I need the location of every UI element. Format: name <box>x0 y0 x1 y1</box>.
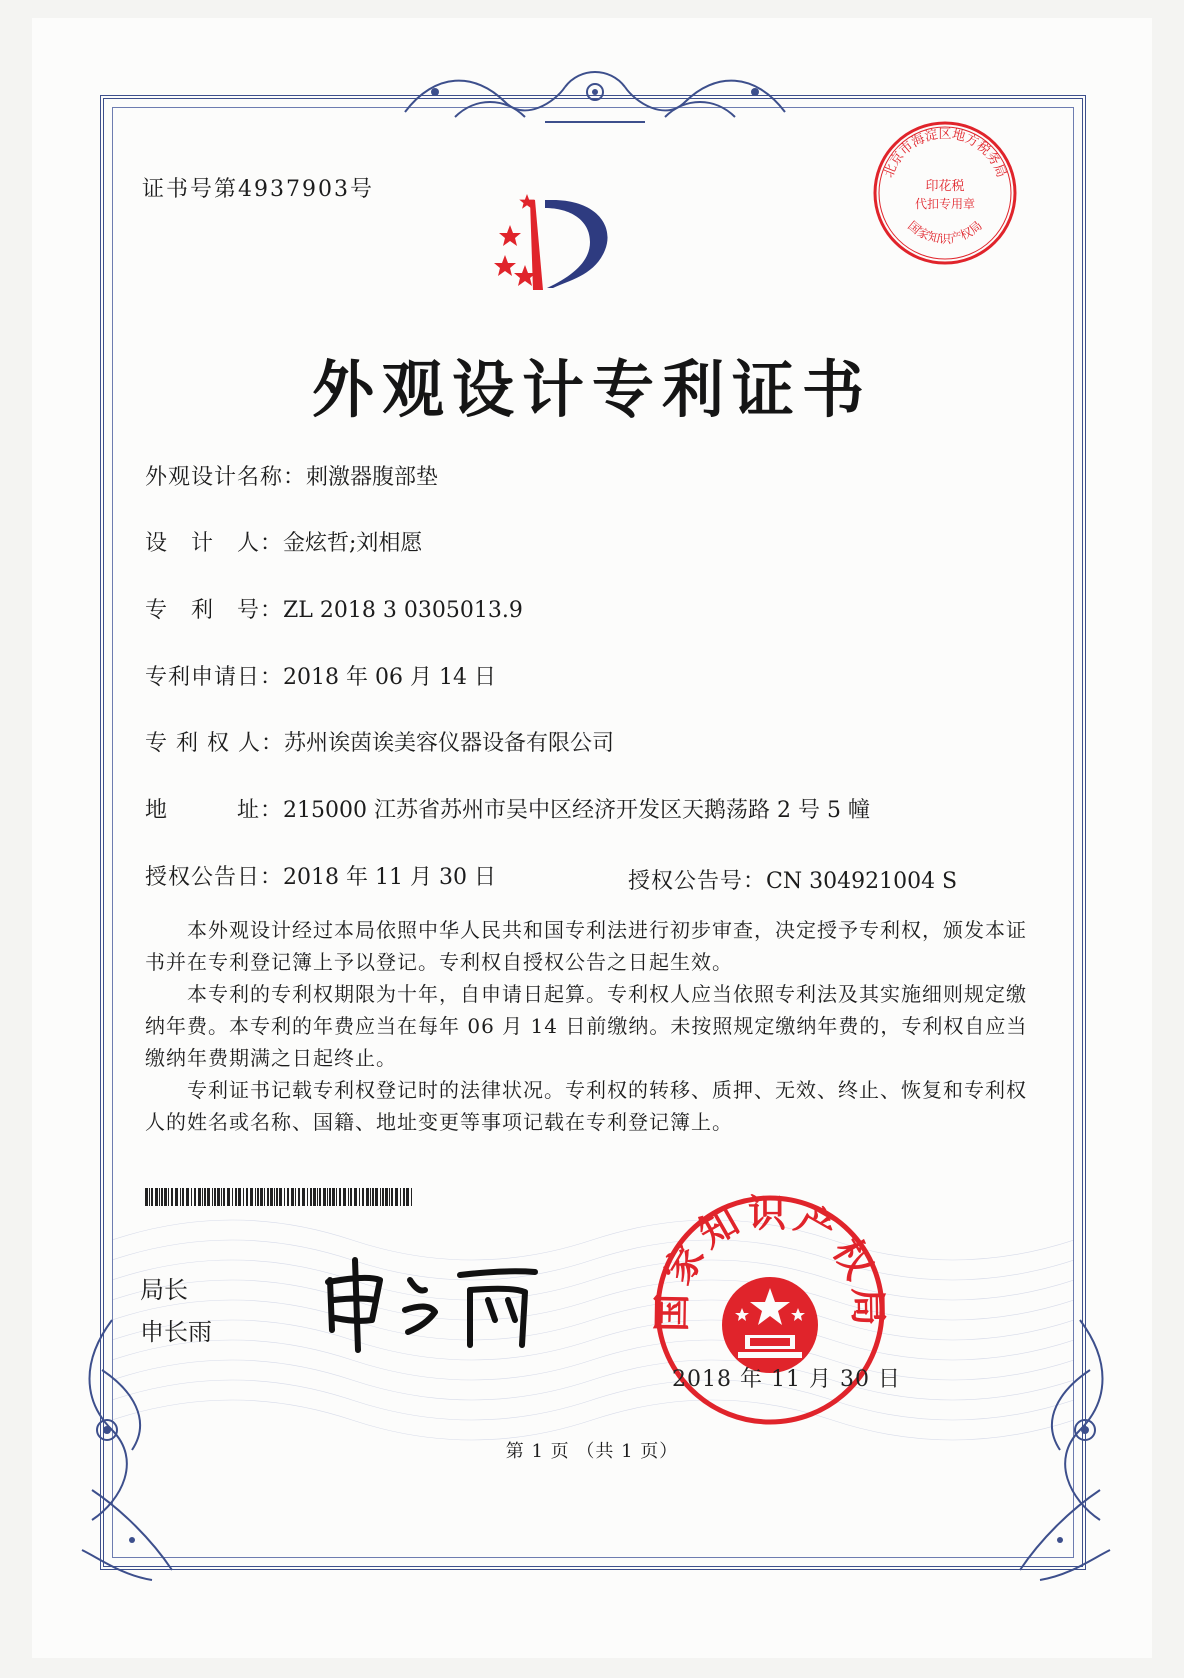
address-row <box>145 793 870 824</box>
patentee-row <box>145 726 614 757</box>
inner-border <box>112 107 1074 1558</box>
seal-date: 2018 年 11 月 30 日 <box>672 1367 901 1392</box>
director-signature <box>310 1250 560 1360</box>
designers-row <box>145 526 422 557</box>
director-title: 局长 <box>140 1276 188 1304</box>
grant-number-label: 授权公告号： <box>628 869 767 894</box>
national-emblem-icon <box>722 1277 818 1373</box>
patentee-value: 苏州诶茵诶美容仪器设备有限公司 <box>283 731 614 756</box>
cnipa-logo-icon <box>485 180 645 300</box>
grant-date-row <box>145 860 496 891</box>
filing-date-value: 2018 年 06 月 14 日 <box>283 665 496 690</box>
paragraph-1: 本外观设计经过本局依照中华人民共和国专利法进行初步审查，决定授予专利权，颁发本证书并在专利登记簿上予以登记。专利权自授权公告之日起生效。 <box>145 918 1027 974</box>
address-value: 215000 江苏省苏州市吴中区经济开发区天鹅荡路 2 号 5 幢 <box>283 798 870 823</box>
patent-number-label: 专 利 号： <box>145 598 284 623</box>
svg-text:国家知识产权局 <box>905 218 985 245</box>
patent-number-row <box>145 593 523 624</box>
design-name-label: 外观设计名称： <box>145 465 307 490</box>
grant-number-row <box>628 864 957 895</box>
designers-value: 金炫哲;刘相愿 <box>283 531 423 556</box>
page-footer: 第 1 页 （共 1 页） <box>505 1441 679 1462</box>
tax-stamp-seal <box>870 118 1020 268</box>
svg-text:北京市海淀区地方税务局 <box>881 126 1008 180</box>
patent-number-value: ZL 2018 3 0305013.9 <box>283 598 523 623</box>
tax-seal-ring-text: 北京市海淀区地方税务局 <box>881 126 1009 180</box>
paragraph-3: 专利证书记载专利权登记时的法律状况。专利权的转移、质押、无效、终止、恢复和专利权人的姓名或名称、国籍、地址变更等事项记载在专利登记簿上。 <box>145 1078 1027 1134</box>
official-seal <box>650 1190 890 1430</box>
director-name: 申长雨 <box>140 1318 212 1346</box>
grant-date-label: 授权公告日： <box>145 865 284 890</box>
tax-seal-center-2: 代扣专用章 <box>914 197 976 211</box>
document-title: 外观设计专利证书 <box>311 353 872 426</box>
design-name-value: 刺激器腹部垫 <box>306 465 439 490</box>
tax-seal-center-1: 印花税 <box>925 179 965 194</box>
certificate-number: 证书号第4937903号 <box>142 177 374 202</box>
patentee-label: 专 利 权 人： <box>145 731 284 756</box>
designers-label: 设 计 人： <box>145 531 284 556</box>
grant-number-value: CN 304921004 S <box>766 869 958 894</box>
filing-date-row <box>145 660 496 691</box>
filing-date-label: 专利申请日： <box>145 665 284 690</box>
address-label: 地 址： <box>145 798 284 823</box>
top-ornament <box>395 62 795 132</box>
design-name-row <box>145 460 438 491</box>
grant-date-value: 2018 年 11 月 30 日 <box>283 865 496 890</box>
barcode-icon <box>145 1188 415 1206</box>
official-seal-text: 国家知识产权局 <box>650 1191 890 1333</box>
paragraph-2: 本专利的专利权期限为十年，自申请日起算。专利权人应当依照专利法及其实施细则规定缴纳年费。本专利的年费应当在每年 06 月 14 日前缴纳。未按照规定缴纳年费的，专利权自应当缴纳年费期满之日起终止。 <box>145 982 1028 1070</box>
tax-seal-bottom-text: 国家知识产权局 <box>905 218 985 246</box>
